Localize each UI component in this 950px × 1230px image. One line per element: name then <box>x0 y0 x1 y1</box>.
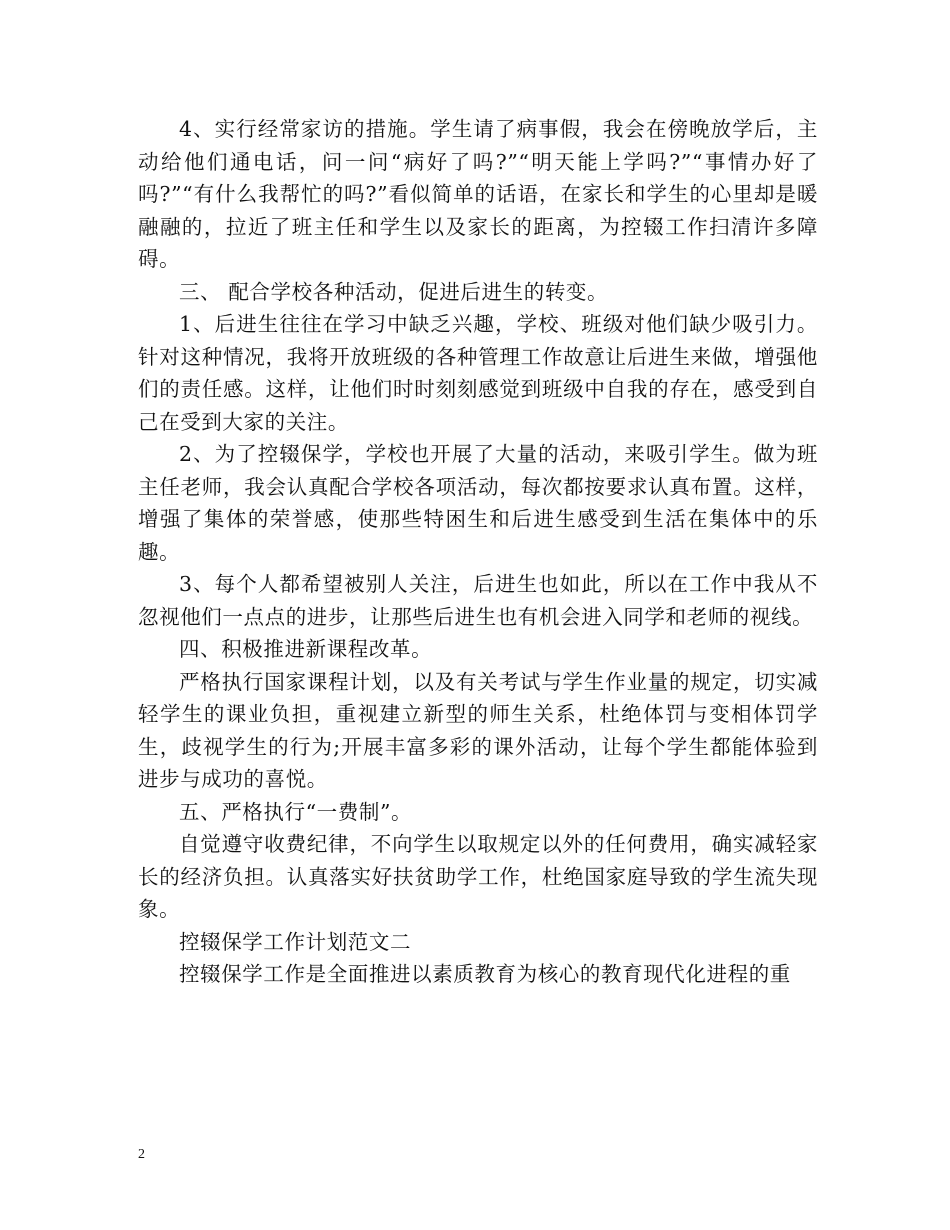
heading-section-four: 四、积极推进新课程改革。 <box>179 637 433 661</box>
paragraph-home-visits: 4、实行经常家访的措施。学生请了病事假，我会在傍晚放学后，主动给他们通电话，问一问“病好了吗?”“明天能上学吗?”“事情办好了吗?”“有什么我帮忙的吗?”看似简单的话语，在家长和学生的心里却是暖融融的，拉近了班主任和学生以及家长的距离，为控辍工作扫清许多障碍。 <box>138 117 818 271</box>
paragraph-fees: 自觉遵守收费纪律，不向学生以取规定以外的任何费用，确实减轻家长的经济负担。认真落实好扶贫助学工作，杜绝国家庭导致的学生流失现象。 <box>138 832 818 921</box>
paragraph-sample-two-intro: 控辍保学工作是全面推进以素质教育为核心的教育现代化进程的重 <box>179 962 791 986</box>
paragraph-item-two: 2、为了控辍保学，学校也开展了大量的活动，来吸引学生。做为班主任老师，我会认真配合学校各项活动，每次都按要求认真布置。这样，增强了集体的荣誉感，使那些特困生和后进生感受到生活在集体中的乐趣。 <box>138 442 818 564</box>
heading-section-three: 三、 配合学校各种活动，促进后进生的转变。 <box>179 279 609 304</box>
heading-sample-two: 控辍保学工作计划范文二 <box>179 929 412 954</box>
document-body <box>138 113 818 991</box>
paragraph-curriculum: 严格执行国家课程计划，以及有关考试与学生作业量的规定，切实减轻学生的课业负担，重视建立新型的师生关系，杜绝体罚与变相体罚学生，歧视学生的行为;开展丰富多彩的课外活动，让每个学生都能体验到进步与成功的喜悦。 <box>138 669 818 791</box>
paragraph-item-three: 3、每个人都希望被别人关注，后进生也如此，所以在工作中我从不忽视他们一点点的进步，让那些后进生也有机会进入同学和老师的视线。 <box>138 572 818 629</box>
page-number: 2 <box>138 1147 145 1162</box>
paragraph-item-one: 1、后进生往往在学习中缺乏兴趣，学校、班级对他们缺少吸引力。针对这种情况，我将开放班级的各种管理工作故意让后进生来做，增强他们的责任感。这样，让他们时时刻刻感觉到班级中自我的存在，感受到自己在受到大家的关注。 <box>138 312 818 434</box>
heading-section-five: 五、严格执行“一费制”。 <box>179 799 413 824</box>
